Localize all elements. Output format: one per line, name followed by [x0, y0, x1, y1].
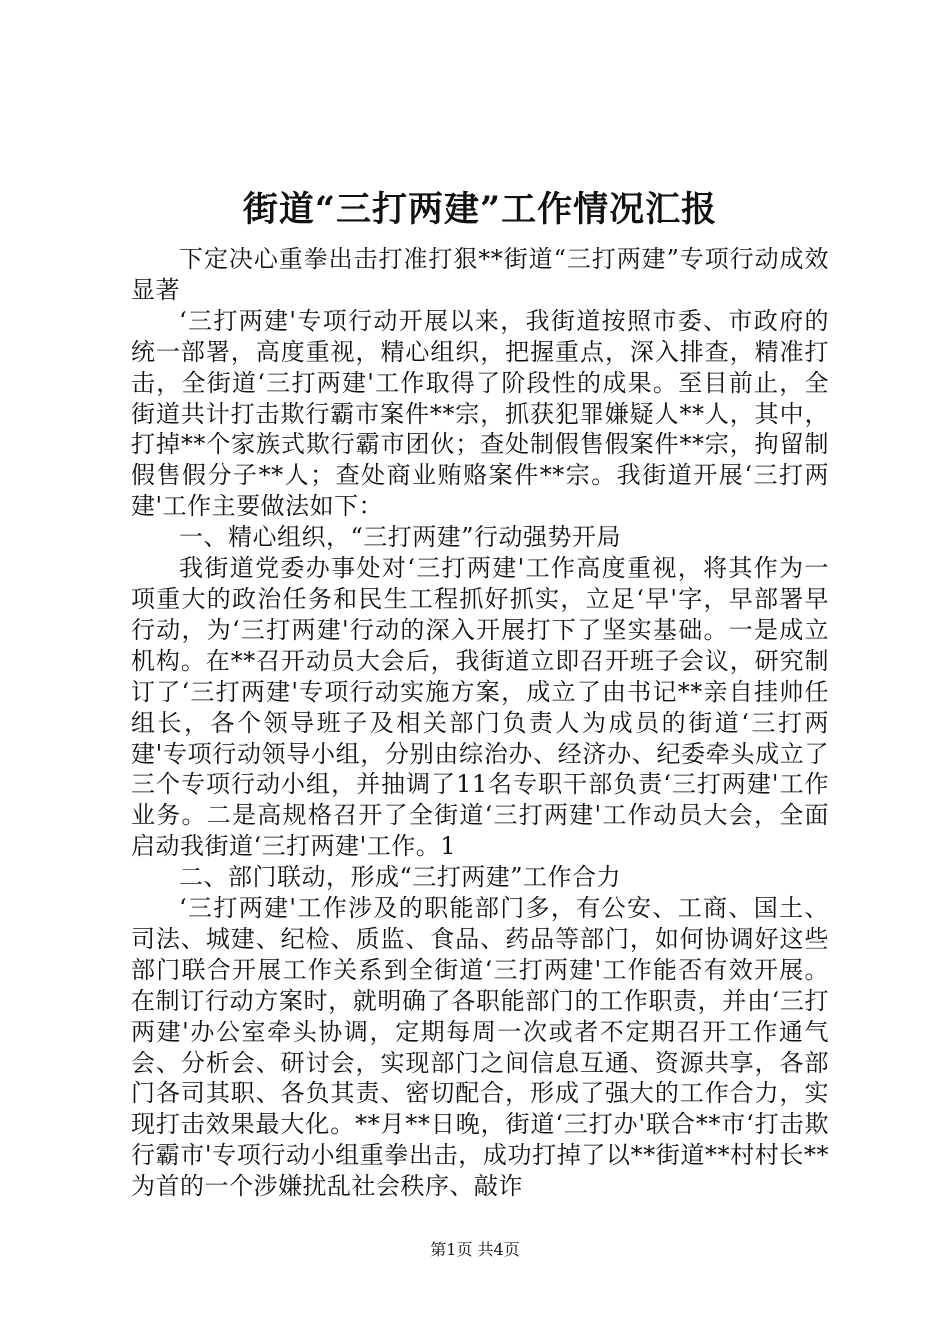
document-title: 街道“三打两建”工作情况汇报: [242, 189, 718, 230]
section-2-paragraph: ‘三打两建'工作涉及的职能部门多，有公安、工商、国土、司法、城建、纪检、质监、食品、药品等部门，如何协调好这些部门联合开展工作关系到全街道‘三打两建'工作能否有效开展。在制订行动方案时，就明确了各职能部门的工作职责，并由‘三打两建'办公室牵头协调，定期每周一次或者不定期召开工作通气会、分析会、研讨会，实现部门之间信息互通、资源共享，各部门各司其职、各负其责、密切配合，形成了强大的工作合力，实现打击效果最大化。**月**日晚，街道‘三打办'联合**市‘打击欺行霸市'专项行动小组重拳出击，成功打掉了以**街道**村村长**为首的一个涉嫌扰乱社会秩序、敲诈: [131, 894, 829, 1201]
section-1-paragraph: 我街道党委办事处对‘三打两建'工作高度重视，将其作为一项重大的政治任务和民生工程抓好抓实，立足‘早'字，早部署早行动，为‘三打两建'行动的深入开展打下了坚实基础。一是成立机构。在**召开动员大会后，我街道立即召开班子会议，研究制订了‘三打两建'专项行动实施方案，成立了由书记**亲自挂帅任组长，各个领导班子及相关部门负责人为成员的街道‘三打两建'专项行动领导小组，分别由综治办、经济办、纪委牵头成立了三个专项行动小组，并抽调了11名专职干部负责‘三打两建'工作业务。二是高规格召开了全街道‘三打两建'工作动员大会，全面启动我街道‘三打两建'工作。1: [131, 554, 829, 861]
section-heading-1: 一、精心组织，“三打两建”行动强势开局: [179, 523, 622, 552]
page-footer: 第1页 共4页: [430, 1240, 520, 1259]
section-heading-2: 二、部门联动，形成“三打两建”工作合力: [179, 863, 622, 892]
intro-paragraph: ‘三打两建'专项行动开展以来，我街道按照市委、市政府的统一部署，高度重视，精心组织，把握重点，深入排查，精准打击，全街道‘三打两建'工作取得了阶段性的成果。至目前止，全街道共计打击欺行霸市案件**宗，抓获犯罪嫌疑人**人，其中，打掉**个家族式欺行霸市团伙；查处制假售假案件**宗，拘留制假售假分子**人；查处商业贿赂案件**宗。我街道开展‘三打两建'工作主要做法如下：: [131, 306, 829, 521]
document-body: [131, 186, 829, 1202]
subtitle-paragraph: 下定决心重拳出击打准打狠**街道“三打两建”专项行动成效显著: [131, 245, 829, 304]
